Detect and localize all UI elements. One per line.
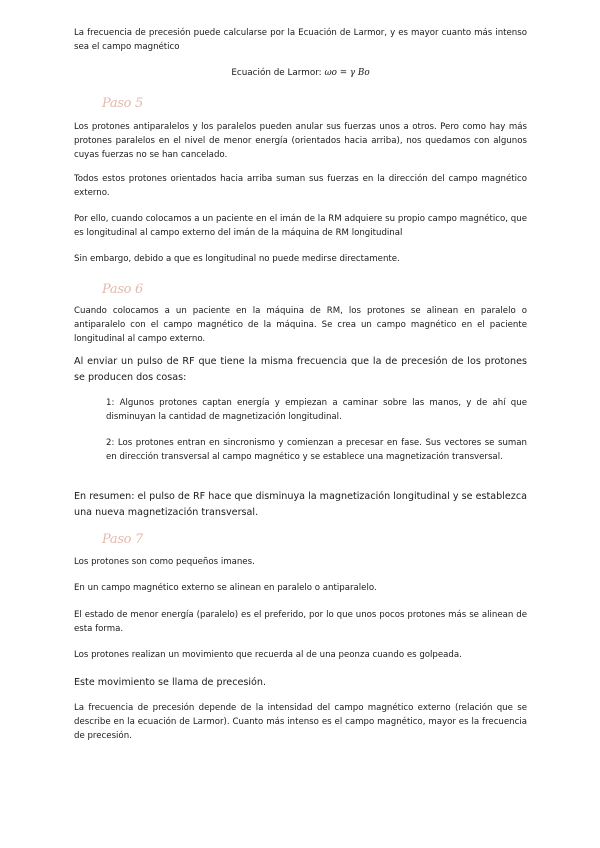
- step-7-paragraph-1: Los protones son como pequeños imanes.: [74, 557, 255, 567]
- step-5-paragraph-3: Por ello, cuando colocamos a un paciente en el imán de la RM adquiere su propio campo magnético, que es longitudinal al campo externo del imán de la máquina de RM longitudinal: [74, 214, 527, 239]
- equation-label: Ecuación de Larmor:: [231, 68, 322, 78]
- step-7-heading: Paso 7: [102, 532, 144, 547]
- larmor-equation: [74, 68, 527, 78]
- step-5-paragraph-2: Todos estos protones orientados hacia arriba suman sus fuerzas en la dirección del campo magnético externo.: [74, 174, 527, 199]
- step-5-paragraph-1: Los protones antiparalelos y los paralelos pueden anular sus fuerzas unos a otros. Pero como hay más protones paralelos en el nivel de menor energía (orientados hacia arriba), nos quedamos con algunos cuyas fuerzas no se han cancelado.: [74, 122, 527, 161]
- step-6-summary: En resumen: el pulso de RF hace que disminuya la magnetización longitudinal y se establezca una nueva magnetización transversal.: [74, 491, 527, 518]
- step-7-paragraph-4: Los protones realizan un movimiento que recuerda al de una peonza cuando es golpeada.: [74, 650, 462, 660]
- step-7-paragraph-6: La frecuencia de precesión depende de la intensidad del campo magnético externo (relación que se describe en la ecuación de Larmor). Cuanto más intenso es el campo magnético, mayor es la frecuencia de precesión.: [74, 703, 527, 742]
- step-5-paragraph-4: Sin embargo, debido a que es longitudinal no puede medirse directamente.: [74, 254, 400, 264]
- step-5-heading: Paso 5: [102, 96, 144, 111]
- step-7-paragraph-5: Este movimiento se llama de precesión.: [74, 677, 267, 688]
- step-7-paragraph-3: El estado de menor energía (paralelo) es el preferido, por lo que unos pocos protones más se alinean de esta forma.: [74, 610, 527, 635]
- step-6-item-1: 1: Algunos protones captan energía y empiezan a caminar sobre las manos, y de ahí que disminuyan la cantidad de magnetización longitudinal.: [106, 398, 527, 423]
- step-6-paragraph-2: Al enviar un pulso de RF que tiene la misma frecuencia que la de precesión de los protones se producen dos cosas:: [74, 356, 527, 383]
- step-6-item-2: 2: Los protones entran en sincronismo y comienzan a precesar en fase. Sus vectores se suman en dirección transversal al campo magnético y se establece una magnetización transversal.: [106, 438, 527, 463]
- step-6-paragraph-1: Cuando colocamos a un paciente en la máquina de RM, los protones se alinean en paralelo o antiparalelo con el campo magnético de la máquina. Se crea un campo magnético en el paciente longitudinal al campo externo.: [74, 306, 527, 345]
- intro-paragraph: La frecuencia de precesión puede calcularse por la Ecuación de Larmor, y es mayor cuanto más intenso sea el campo magnético: [74, 28, 527, 53]
- step-7-paragraph-2: En un campo magnético externo se alinean en paralelo o antiparalelo.: [74, 583, 377, 593]
- equation-formula: ωo = γ Bo: [324, 68, 370, 78]
- step-6-heading: Paso 6: [102, 282, 144, 297]
